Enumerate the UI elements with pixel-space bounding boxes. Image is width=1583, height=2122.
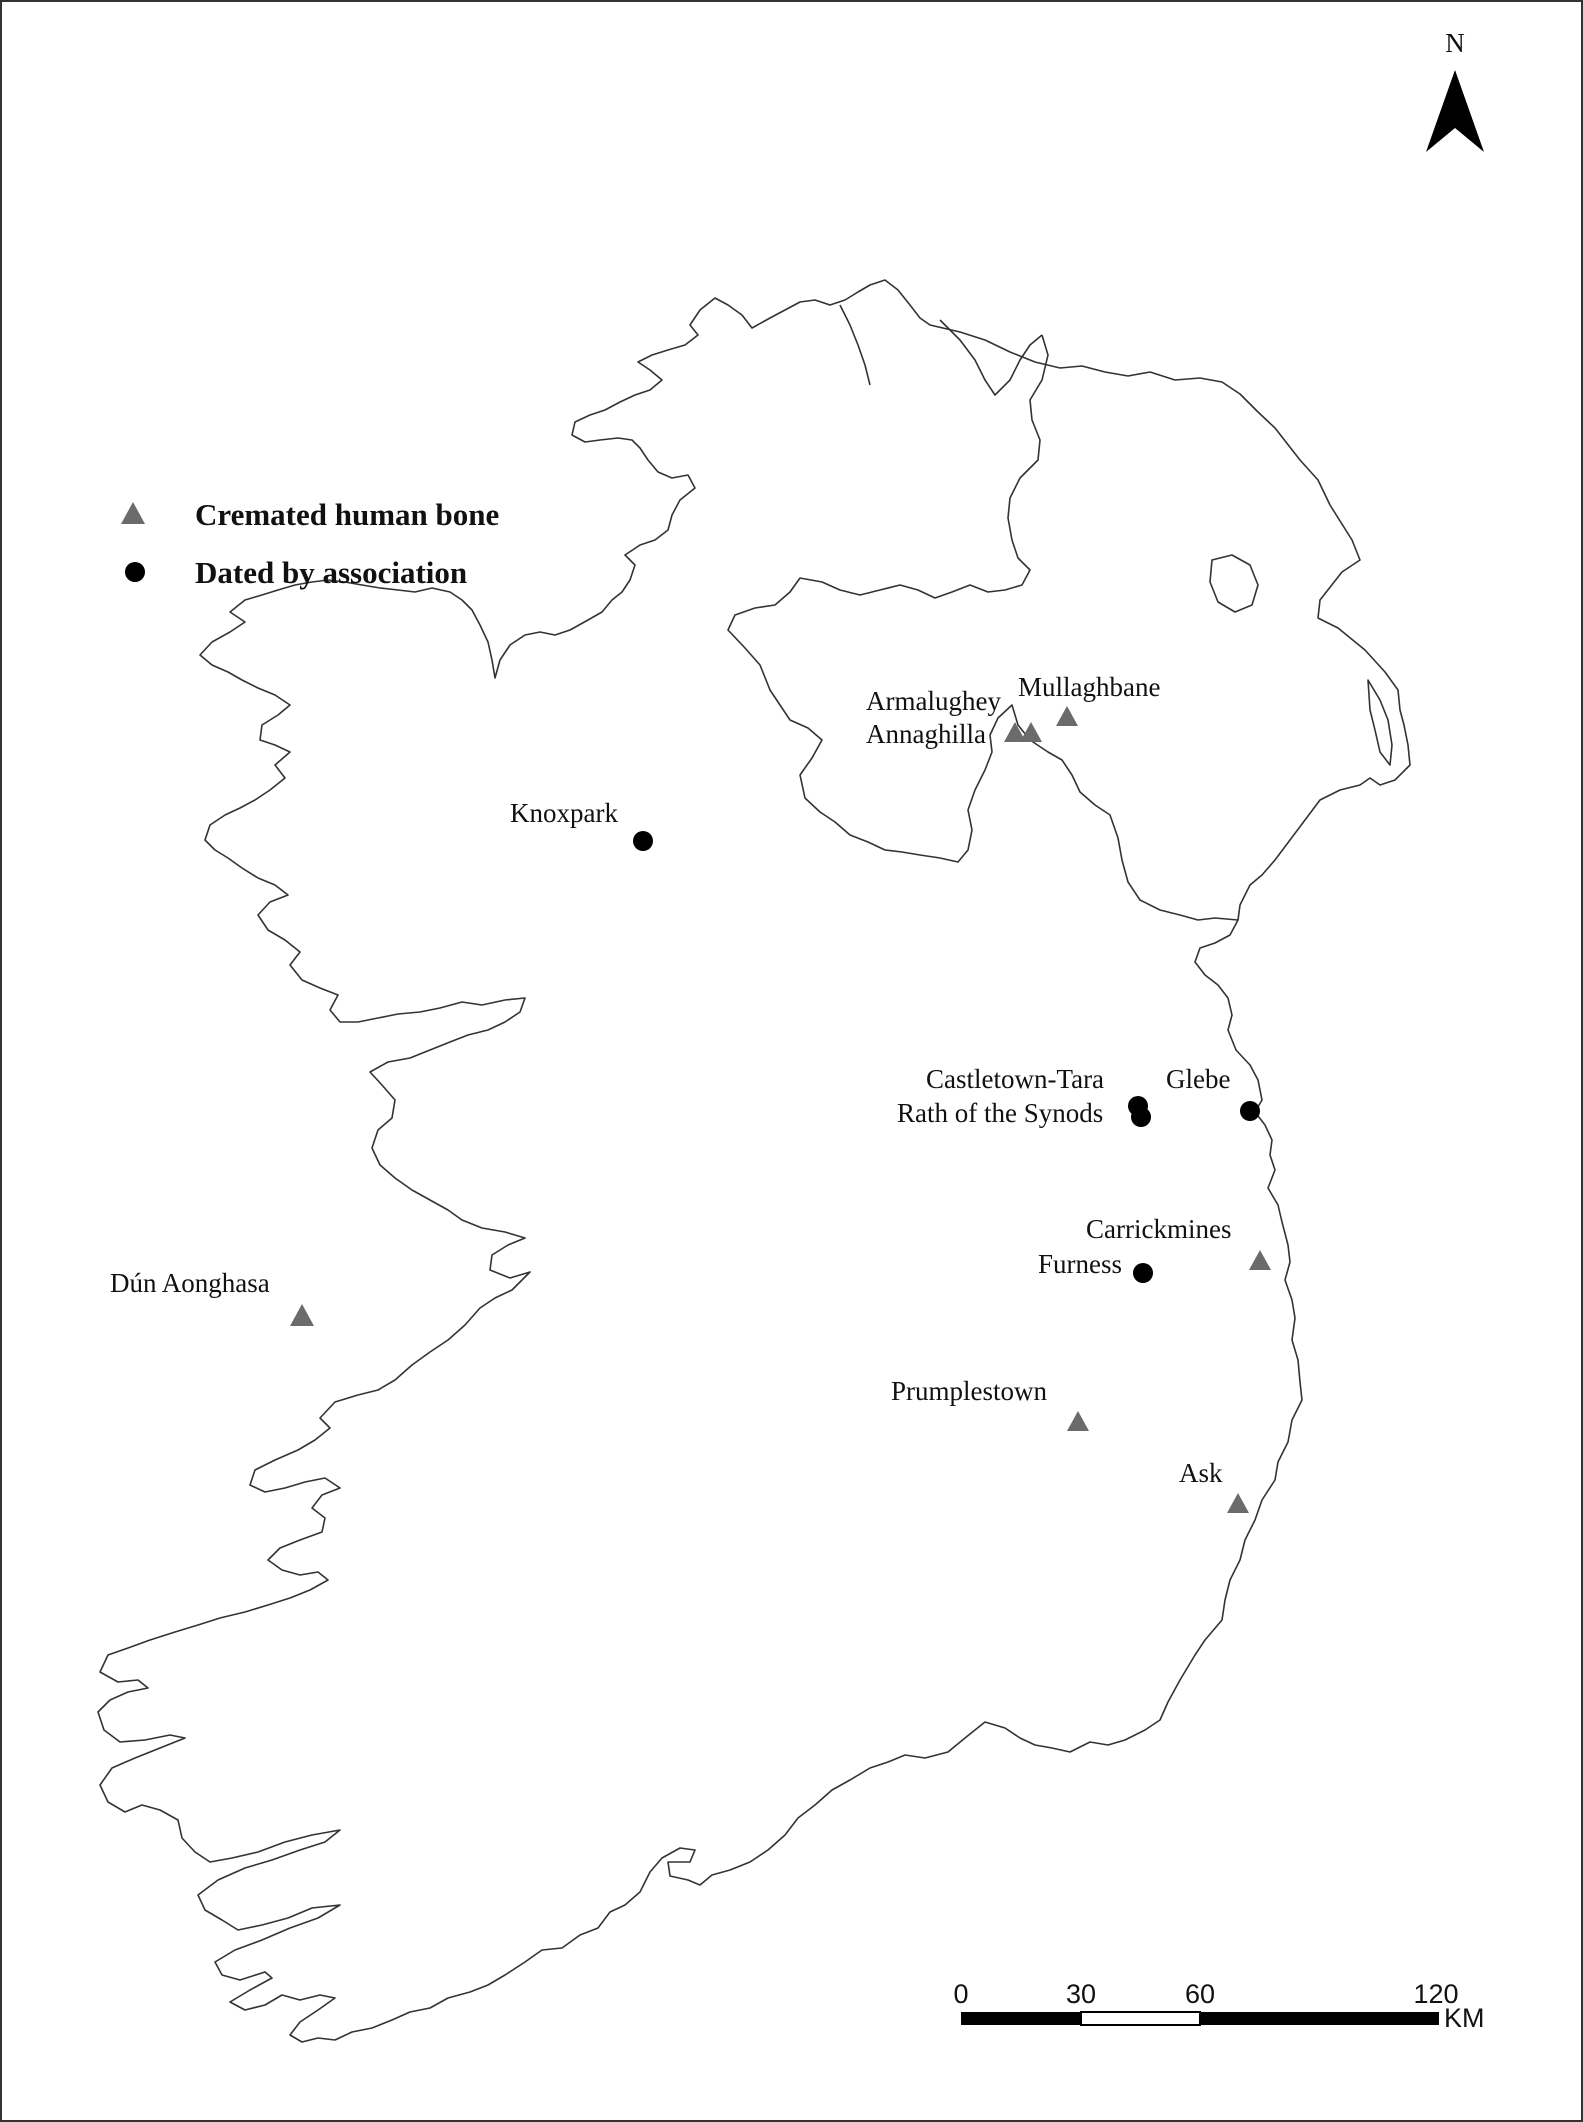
scale-tick-120: 120	[1413, 1979, 1459, 2009]
legend-circle-icon	[125, 562, 145, 582]
site-label-rath-of-the-synods: Rath of the Synods	[897, 1098, 1104, 1128]
site-label-dun-aonghasa: Dún Aonghasa	[110, 1268, 270, 1298]
scale-segment-1	[961, 2012, 1081, 2025]
site-label-annaghilla: Annaghilla	[866, 719, 986, 749]
scale-tick-60: 60	[1184, 1979, 1216, 2009]
site-label-carrickmines: Carrickmines	[1086, 1214, 1232, 1244]
scale-tick-0: 0	[953, 1979, 969, 2009]
site-marker-rath-of-the-synods	[1131, 1107, 1151, 1127]
site-marker-glebe	[1240, 1101, 1260, 1121]
site-label-glebe: Glebe	[1166, 1064, 1231, 1094]
scale-tick-30: 30	[1065, 1979, 1097, 2009]
site-marker-furness	[1133, 1263, 1153, 1283]
site-label-prumplestown: Prumplestown	[891, 1376, 1048, 1406]
site-label-mullaghbane: Mullaghbane	[1018, 672, 1161, 702]
site-label-knoxpark: Knoxpark	[510, 798, 618, 828]
site-label-ask: Ask	[1179, 1458, 1223, 1488]
legend-label-cremated: Cremated human bone	[195, 497, 500, 532]
scale-segment-3	[1200, 2012, 1439, 2025]
site-label-furness: Furness	[1038, 1249, 1123, 1279]
legend-label-dated: Dated by association	[195, 555, 468, 590]
site-label-castletown-tara: Castletown-Tara	[926, 1064, 1105, 1094]
site-marker-knoxpark	[633, 831, 653, 851]
north-label: N	[1445, 28, 1465, 58]
scale-segment-2	[1081, 2012, 1200, 2025]
site-label-armalughey: Armalughey	[866, 686, 1001, 716]
scale-unit: KM	[1444, 2003, 1485, 2033]
